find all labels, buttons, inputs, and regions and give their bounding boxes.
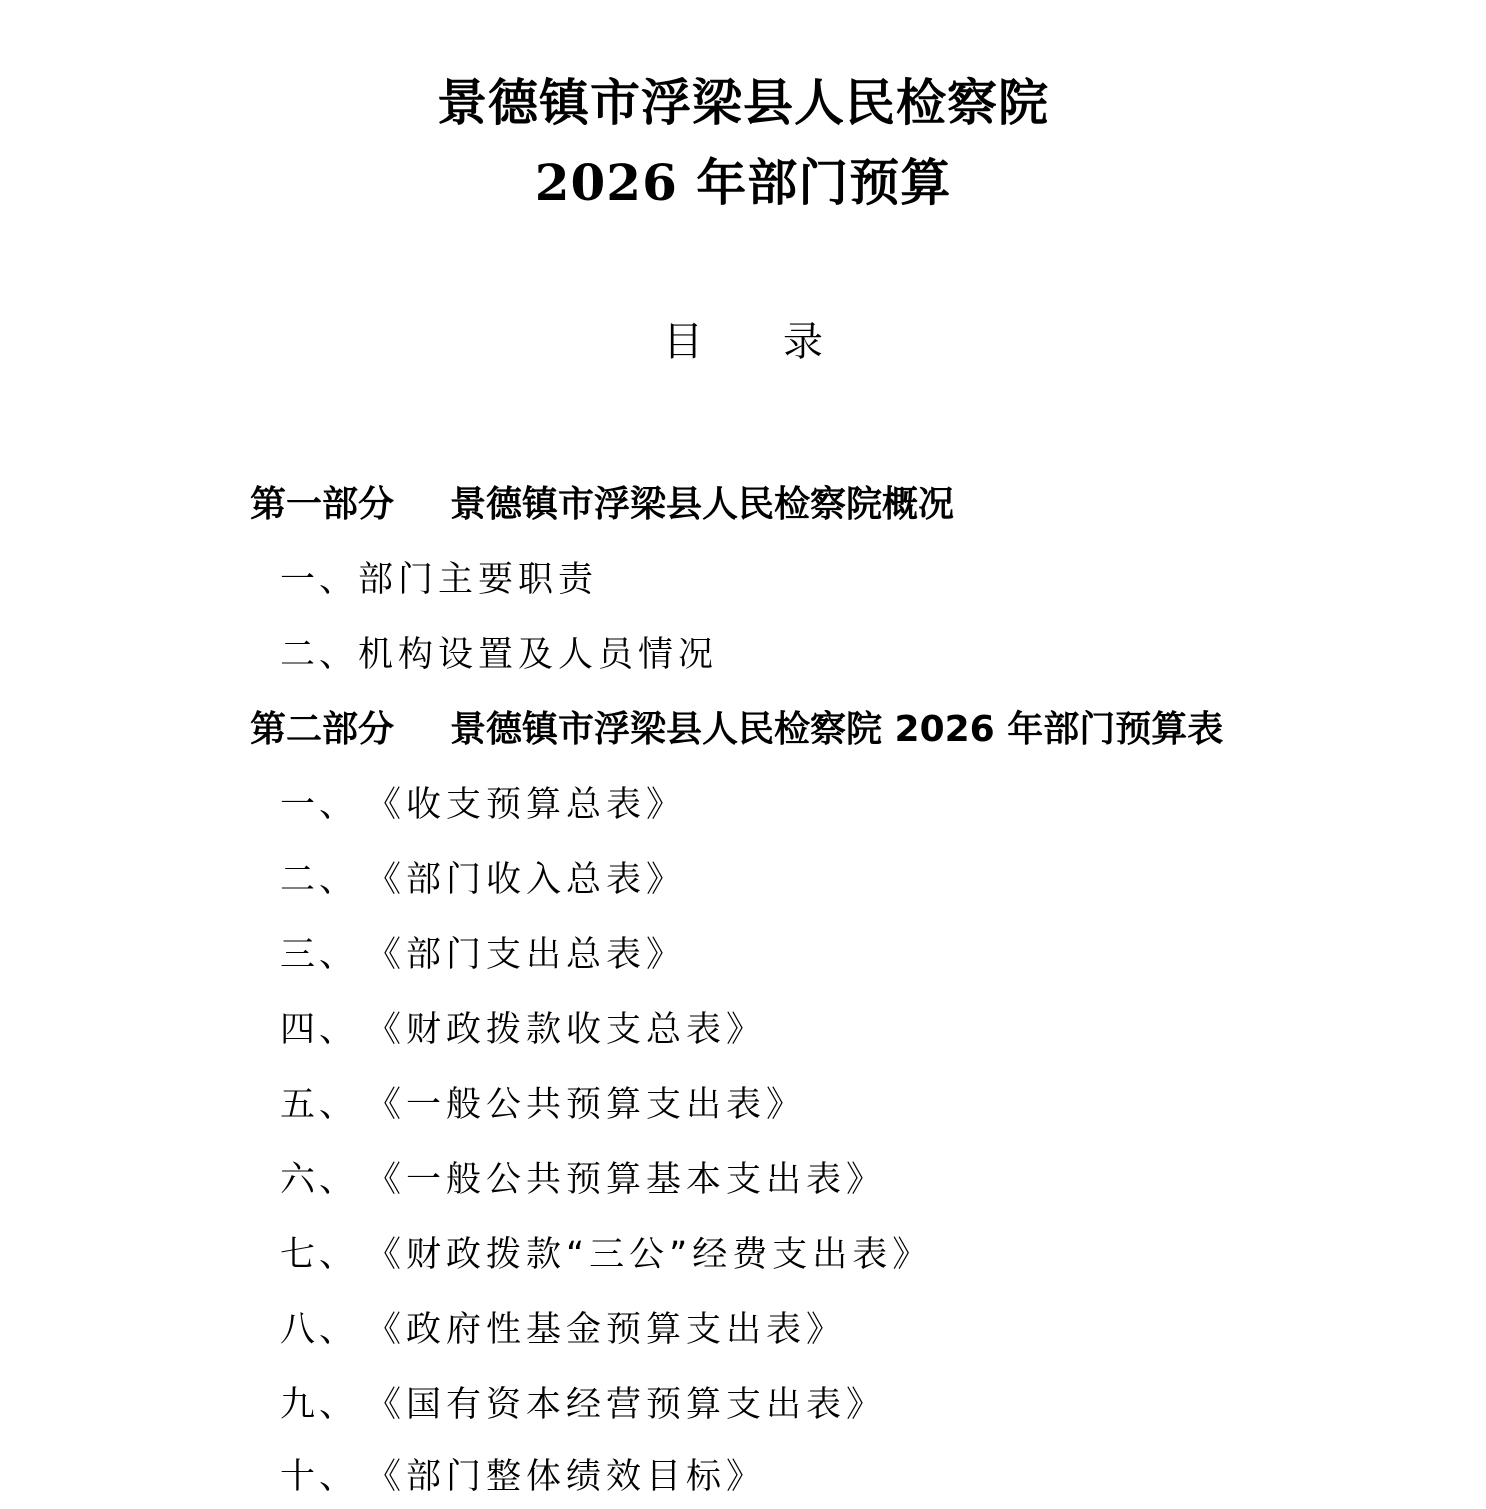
toc-part2-title: 景德镇市浮梁县人民检察院 2026 年部门预算表 xyxy=(450,709,1224,750)
toc-part2-item-8[interactable] xyxy=(280,1305,846,1355)
document-title-line2: 2026 年部门预算 xyxy=(534,153,952,212)
toc-part2-item-9[interactable] xyxy=(280,1380,886,1430)
toc-part2-item-10[interactable] xyxy=(280,1452,766,1502)
toc-part2-item-7[interactable] xyxy=(280,1230,932,1280)
toc-item-text: 部门主要职责 xyxy=(358,560,599,600)
toc-part1-item-1[interactable] xyxy=(280,555,598,605)
toc-item-number: 三、 xyxy=(280,935,359,975)
toc-part1-heading[interactable] xyxy=(250,480,954,530)
toc-item-number: 八、 xyxy=(280,1310,359,1350)
toc-part1-title: 景德镇市浮梁县人民检察院概况 xyxy=(450,484,955,525)
toc-item-number: 二、 xyxy=(280,860,359,900)
toc-item-text: 《收支预算总表》 xyxy=(366,785,687,825)
toc-item-text: 《部门收入总表》 xyxy=(366,860,687,900)
toc-part2-item-2[interactable] xyxy=(280,855,686,905)
toc-part2-item-1[interactable] xyxy=(280,780,686,830)
toc-item-number: 九、 xyxy=(280,1385,359,1425)
toc-heading-right: 录 xyxy=(783,319,823,365)
toc-item-number: 十、 xyxy=(280,1457,359,1497)
toc-item-number: 七、 xyxy=(280,1235,359,1275)
toc-item-text: 《一般公共预算基本支出表》 xyxy=(366,1160,887,1200)
toc-item-text: 《一般公共预算支出表》 xyxy=(366,1085,807,1125)
toc-part2-item-3[interactable] xyxy=(280,930,686,980)
toc-item-number: 一、 xyxy=(280,560,359,600)
toc-part1-label: 第一部分 xyxy=(250,484,395,525)
toc-item-text: 《部门支出总表》 xyxy=(366,935,687,975)
toc-item-number: 五、 xyxy=(280,1085,359,1125)
toc-item-number: 四、 xyxy=(280,1010,359,1050)
toc-part2-item-4[interactable] xyxy=(280,1005,766,1055)
toc-part2-heading[interactable] xyxy=(250,705,1223,755)
toc-item-number: 六、 xyxy=(280,1160,359,1200)
toc-item-text: 《政府性基金预算支出表》 xyxy=(366,1310,847,1350)
toc-part2-label: 第二部分 xyxy=(250,709,395,750)
toc-item-text: 《国有资本经营预算支出表》 xyxy=(366,1385,887,1425)
toc-part1-item-2[interactable] xyxy=(280,630,718,680)
toc-item-text: 《部门整体绩效目标》 xyxy=(366,1457,767,1497)
toc-item-text: 《财政拨款“三公”经费支出表》 xyxy=(366,1235,933,1275)
toc-heading-left: 目 xyxy=(663,319,703,365)
toc-item-number: 二、 xyxy=(280,635,359,675)
document-title-line1: 景德镇市浮梁县人民检察院 xyxy=(437,73,1049,132)
toc-item-number: 一、 xyxy=(280,785,359,825)
toc-heading xyxy=(0,316,1486,368)
toc-part2-item-6[interactable] xyxy=(280,1155,886,1205)
toc-part2-item-5[interactable] xyxy=(280,1080,806,1130)
toc-item-text: 机构设置及人员情况 xyxy=(358,635,719,675)
toc-item-text: 《财政拨款收支总表》 xyxy=(366,1010,767,1050)
